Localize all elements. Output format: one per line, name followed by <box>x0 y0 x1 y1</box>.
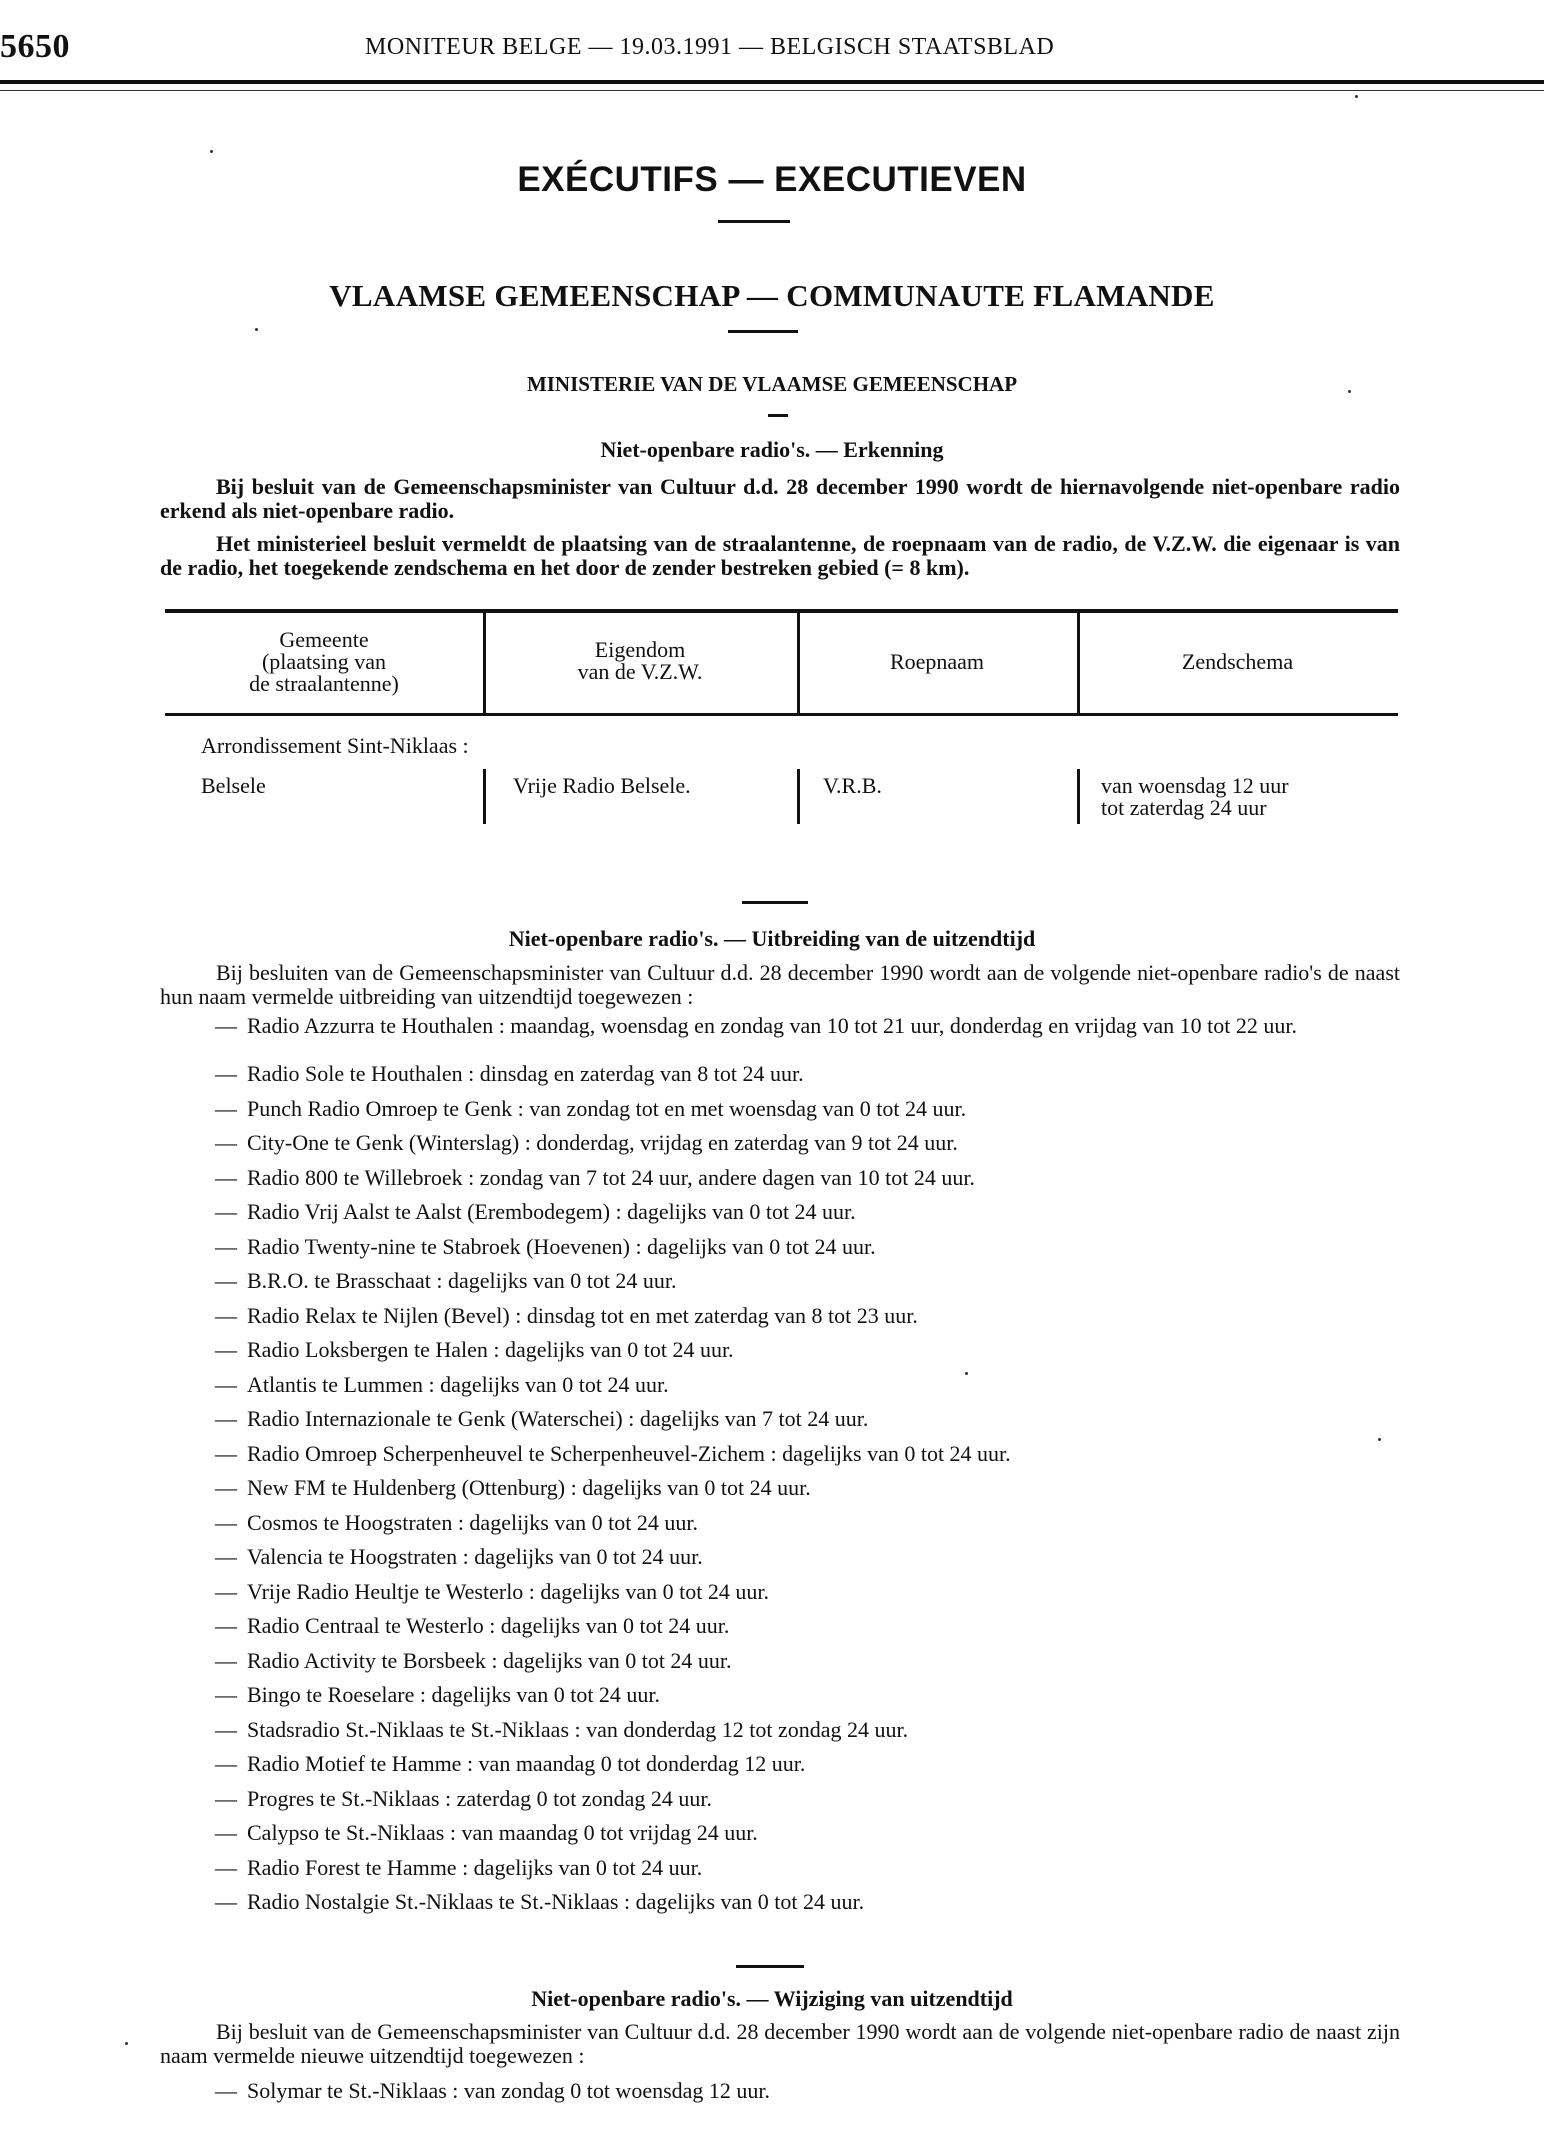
table-header-eigendom <box>483 639 797 683</box>
cell-roepnaam: V.R.B. <box>823 773 882 798</box>
paragraph-uitbreiding: Bij besluiten van de Gemeenschapsminister van Cultuur d.d. 28 december 1990 wordt aan de volgende niet-openbare radio's de naast hun naam vermelde uitbreiding van uitzendtijd toegewezen : <box>160 960 1400 1009</box>
scan-speck <box>965 1372 968 1375</box>
table-rule-header <box>165 713 1398 716</box>
recognition-table <box>165 609 1398 820</box>
list-item <box>215 1511 1405 1546</box>
list-item-text: B.R.O. te Brasschaat : dagelijks van 0 tot 24 uur. <box>247 1268 677 1293</box>
list-dash: — <box>215 1095 237 1121</box>
list-item-text: Radio Omroep Scherpenheuvel te Scherpenheuvel-Zichem : dagelijks van 0 tot 24 uur. <box>247 1440 1011 1466</box>
table-column-divider <box>483 769 486 824</box>
divider <box>736 1965 804 1968</box>
cell-eigendom: Vrije Radio Belsele. <box>513 773 691 798</box>
paragraph-erkenning: Bij besluit van de Gemeenschapsminister van Cultuur d.d. 28 december 1990 wordt de hiernavolgende niet-openbare radio erkend als niet-openbare radio. <box>160 474 1400 523</box>
header-line: de straalantenne) <box>249 671 399 696</box>
list-dash: — <box>215 1440 237 1466</box>
scan-speck <box>1348 390 1351 393</box>
list-dash: — <box>215 1337 237 1362</box>
list-item-text: Punch Radio Omroep te Genk : van zondag tot en met woensdag van 0 tot 24 uur. <box>247 1095 967 1121</box>
list-dash: — <box>215 1406 237 1431</box>
list-item-text: Radio Nostalgie St.-Niklaas te St.-Niklaas : dagelijks van 0 tot 24 uur. <box>247 1889 865 1914</box>
list-dash: — <box>215 1130 237 1155</box>
list-item-text: Calypso te St.-Niklaas : van maandag 0 tot vrijdag 24 uur. <box>247 1820 758 1845</box>
list-item <box>215 1649 1405 1684</box>
list-item-text: Valencia te Hoogstraten : dagelijks van 0 tot 24 uur. <box>247 1544 703 1569</box>
divider <box>718 220 790 223</box>
list-dash: — <box>215 1751 237 1776</box>
header-line: Gemeente <box>279 627 369 652</box>
table-rule-top <box>165 609 1398 613</box>
table-column-divider <box>797 769 800 824</box>
list-item-text: Radio Internazionale te Genk (Waterschei) : dagelijks van 7 tot 24 uur. <box>247 1406 869 1431</box>
header-line: Eigendom <box>594 637 686 662</box>
list-dash: — <box>215 1371 237 1397</box>
list-item <box>215 1062 1405 1097</box>
table-header-gemeente <box>165 629 483 695</box>
divider <box>742 901 808 904</box>
list-item <box>215 1683 1405 1718</box>
scan-speck <box>1355 95 1358 98</box>
list-item <box>215 1752 1405 1787</box>
list-dash: — <box>215 1199 237 1224</box>
scan-speck <box>1378 1438 1381 1441</box>
list-dash: — <box>215 1013 237 1038</box>
list-item <box>215 1097 1405 1132</box>
list-dash: — <box>215 1889 237 1914</box>
list-item <box>215 1718 1405 1753</box>
list-dash: — <box>215 1544 237 1569</box>
heading-ministry: MINISTERIE VAN DE VLAAMSE GEMEENSCHAP <box>526 372 1018 396</box>
list-item <box>215 1338 1405 1373</box>
list-item <box>215 1304 1405 1339</box>
table-header-roepnaam: Roepnaam <box>889 649 985 674</box>
list-dash: — <box>215 1061 237 1086</box>
list-item-text: Radio Forest te Hamme : dagelijks van 0 tot 24 uur. <box>247 1854 703 1880</box>
table-header-zendschema: Zendschema <box>1181 649 1294 674</box>
scan-speck <box>210 150 213 153</box>
list-item <box>215 2079 1405 2114</box>
list-dash: — <box>215 2078 237 2103</box>
cell-line: tot zaterdag 24 uur <box>1101 795 1267 820</box>
page-number: 5650 <box>0 28 70 65</box>
list-item-text: Atlantis te Lummen : dagelijks van 0 tot 24 uur. <box>247 1371 669 1397</box>
list-item <box>215 1856 1405 1891</box>
list-item <box>215 1821 1405 1856</box>
list-item-text: Radio Sole te Houthalen : dinsdag en zaterdag van 8 tot 24 uur. <box>247 1061 804 1086</box>
header-rule <box>0 80 1544 84</box>
list-dash: — <box>215 1716 237 1742</box>
list-item-text: Radio Azzurra te Houthalen : maandag, woensdag en zondag van 10 tot 21 uur, donderdag en vrijdag van 10 tot 22 uur. <box>247 1013 1297 1038</box>
list-item <box>215 1787 1405 1822</box>
list-item <box>215 1014 1405 1062</box>
list-item-text: Radio Relax te Nijlen (Bevel) : dinsdag tot en met zaterdag van 8 tot 23 uur. <box>247 1302 918 1328</box>
list-item-text: City-One te Genk (Winterslag) : donderdag, vrijdag en zaterdag van 9 tot 24 uur. <box>247 1130 958 1155</box>
list-item-text: Bingo te Roeselare : dagelijks van 0 tot 24 uur. <box>247 1682 661 1707</box>
header-line: van de V.Z.W. <box>577 659 703 684</box>
list-item <box>215 1614 1405 1649</box>
section-title-wijziging: Niet-openbare radio's. — Wijziging van uitzendtijd <box>531 1986 1013 2011</box>
scan-speck <box>255 328 258 331</box>
list-item <box>215 1373 1405 1408</box>
list-item <box>215 1269 1405 1304</box>
table-district: Arrondissement Sint-Niklaas : <box>201 733 469 758</box>
list-item-text: Radio Motief te Hamme : van maandag 0 tot donderdag 12 uur. <box>247 1751 806 1776</box>
scan-speck <box>125 2042 128 2045</box>
heading-community: VLAAMSE GEMEENSCHAP — COMMUNAUTE FLAMANDE <box>329 278 1215 313</box>
list-item-text: Progres te St.-Niklaas : zaterdag 0 tot zondag 24 uur. <box>247 1785 712 1811</box>
list-dash: — <box>215 1854 237 1880</box>
list-item <box>215 1545 1405 1580</box>
list-item <box>215 1476 1405 1511</box>
list-item-text: Radio Centraal te Westerlo : dagelijks van 0 tot 24 uur. <box>247 1613 730 1638</box>
list-item <box>215 1235 1405 1270</box>
table-column-divider <box>1077 769 1080 824</box>
list-dash: — <box>215 1233 237 1259</box>
list-item <box>215 1442 1405 1477</box>
list-item <box>215 1200 1405 1235</box>
divider <box>728 330 798 333</box>
list-item-text: Cosmos te Hoogstraten : dagelijks van 0 tot 24 uur. <box>247 1509 698 1535</box>
list-item-text: Solymar te St.-Niklaas : van zondag 0 tot woensdag 12 uur. <box>247 2078 771 2103</box>
list-item <box>215 1166 1405 1201</box>
cell-zendschema <box>1101 775 1289 819</box>
list-dash: — <box>215 1509 237 1535</box>
running-title: MONITEUR BELGE — 19.03.1991 — BELGISCH STAATSBLAD <box>365 34 1055 60</box>
list-dash: — <box>215 1578 237 1604</box>
list-dash: — <box>215 1820 237 1845</box>
list-item-text: Stadsradio St.-Niklaas te St.-Niklaas : van donderdag 12 tot zondag 24 uur. <box>247 1716 909 1742</box>
section-title-uitbreiding: Niet-openbare radio's. — Uitbreiding van de uitzendtijd <box>508 926 1036 951</box>
list-dash: — <box>215 1268 237 1293</box>
cell-gemeente: Belsele <box>201 773 266 798</box>
list-dash: — <box>215 1302 237 1328</box>
divider <box>768 414 788 417</box>
list-dash: — <box>215 1785 237 1811</box>
section-title-erkenning: Niet-openbare radio's. — Erkenning <box>600 437 944 462</box>
list-item-text: Radio Activity te Borsbeek : dagelijks van 0 tot 24 uur. <box>247 1647 732 1673</box>
radio-list <box>215 1014 1405 1925</box>
list-item <box>215 1580 1405 1615</box>
paragraph-besluit: Het ministerieel besluit vermeldt de plaatsing van de straalantenne, de roepnaam van de radio, de V.Z.W. die eigenaar is van de radio, het toegekende zendschema en het door de zender bestreken gebied (= 8 km). <box>160 531 1400 580</box>
radio-list-wijziging <box>215 2079 1405 2114</box>
paragraph-wijziging: Bij besluit van de Gemeenschapsminister van Cultuur d.d. 28 december 1990 wordt aan de volgende niet-openbare radio de naast zijn naam vermelde nieuwe uitzendtijd toegewezen : <box>160 2019 1400 2068</box>
list-dash: — <box>215 1647 237 1673</box>
list-item-text: Radio Vrij Aalst te Aalst (Erembodegem) : dagelijks van 0 tot 24 uur. <box>247 1199 856 1224</box>
cell-line: van woensdag 12 uur <box>1101 773 1289 798</box>
list-item <box>215 1890 1405 1925</box>
list-dash: — <box>215 1475 237 1500</box>
header-rule-thin <box>0 90 1544 91</box>
list-item-text: Radio Twenty-nine te Stabroek (Hoevenen) : dagelijks van 0 tot 24 uur. <box>247 1233 876 1259</box>
list-dash: — <box>215 1164 237 1190</box>
list-dash: — <box>215 1613 237 1638</box>
list-item <box>215 1407 1405 1442</box>
list-item-text: Radio Loksbergen te Halen : dagelijks van 0 tot 24 uur. <box>247 1337 734 1362</box>
list-item-text: Vrije Radio Heultje te Westerlo : dagelijks van 0 tot 24 uur. <box>247 1578 769 1604</box>
list-item-text: New FM te Huldenberg (Ottenburg) : dagelijks van 0 tot 24 uur. <box>247 1475 811 1500</box>
page-header <box>0 24 1544 64</box>
header-line: (plaatsing van <box>261 649 387 674</box>
list-item-text: Radio 800 te Willebroek : zondag van 7 tot 24 uur, andere dagen van 10 tot 24 uur. <box>247 1164 975 1190</box>
list-dash: — <box>215 1682 237 1707</box>
heading-executives: EXÉCUTIFS — EXECUTIEVEN <box>517 160 1027 199</box>
list-item <box>215 1131 1405 1166</box>
